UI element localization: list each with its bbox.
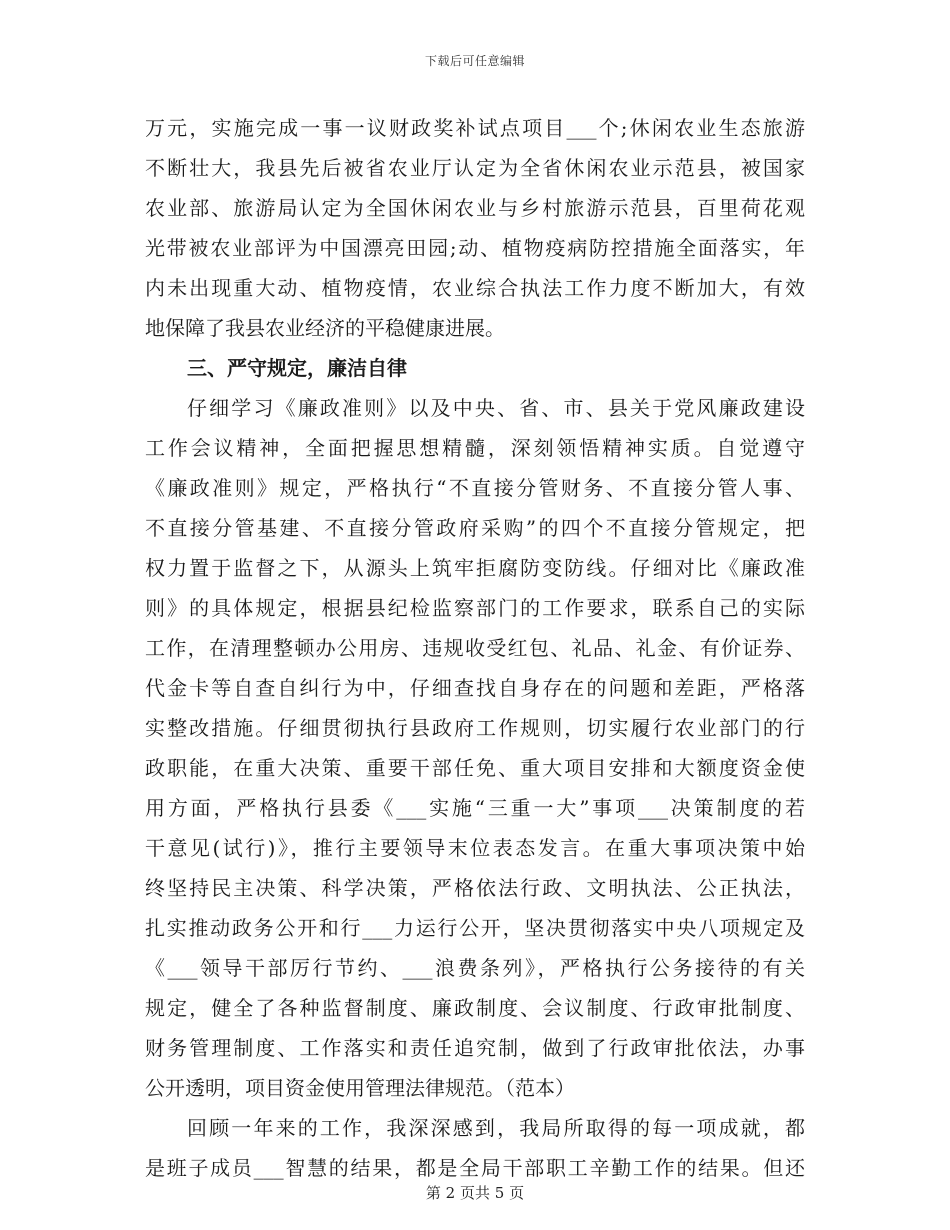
body-line: 政职能，在重大决策、重要干部任免、重大项目安排和大额度资金使 [145, 756, 805, 780]
body-line: 地保障了我县农业经济的平稳健康进展。 [145, 316, 505, 340]
body-line: 内未出现重大动、植物疫情，农业综合执法工作力度不断加大，有效 [145, 276, 805, 300]
body-line: 规定，健全了各种监督制度、廉政制度、会议制度、行政审批制度、 [145, 996, 805, 1020]
body-line: 干意见(试行)》，推行主要领导末位表态发言。在重大事项决策中始 [145, 836, 805, 860]
body-line: 终坚持民主决策、科学决策，严格依法行政、文明执法、公正执法， [145, 876, 805, 900]
body-line: 《廉政准则》规定，严格执行“不直接分管财务、不直接分管人事、 [145, 476, 805, 500]
body-line: 代金卡等自查自纠行为中，仔细查找自身存在的问题和差距，严格落 [145, 676, 805, 700]
body-line: 财务管理制度、工作落实和责任追究制，做到了行政审批依法，办事 [145, 1036, 805, 1060]
body-line: 万元，实施完成一事一议财政奖补试点项目___个;休闲农业生态旅游 [145, 116, 805, 140]
page-header: 下载后可任意编辑 [424, 54, 525, 68]
body-line: 农业部、旅游局认定为全国休闲农业与乡村旅游示范县，百里荷花观 [145, 196, 805, 220]
body-line: 工作会议精神，全面把握思想精髓，深刻领悟精神实质。自觉遵守 [145, 436, 805, 460]
paragraph-first-line: 回顾一年来的工作，我深深感到，我局所取得的每一项成就，都 [187, 1116, 805, 1140]
body-line: 不直接分管基建、不直接分管政府采购”的四个不直接分管规定，把 [145, 516, 805, 540]
body-line: 实整改措施。仔细贯彻执行县政府工作规则，切实履行农业部门的行 [145, 716, 805, 740]
body-line: 光带被农业部评为中国漂亮田园;动、植物疫病防控措施全面落实，年 [145, 236, 805, 260]
paragraph-first-line: 仔细学习《廉政准则》以及中央、省、市、县关于党风廉政建设 [187, 396, 805, 420]
body-line: 用方面，严格执行县委《___实施“三重一大”事项___决策制度的若 [145, 796, 805, 820]
body-line: 则》的具体规定，根据县纪检监察部门的工作要求，联系自己的实际 [145, 596, 805, 620]
body-line: 不断壮大，我县先后被省农业厅认定为全省休闲农业示范县，被国家 [145, 156, 805, 180]
page-footer: 第 2 页共 5 页 [425, 1184, 525, 1202]
body-line: 权力置于监督之下，从源头上筑牢拒腐防变防线。仔细对比《廉政准 [145, 556, 805, 580]
body-line: 《___领导干部厉行节约、___浪费条列》，严格执行公务接待的有关 [145, 956, 805, 980]
body-line: 工作，在清理整顿办公用房、违规收受红包、礼品、礼金、有价证券、 [145, 636, 805, 660]
section-heading: 三、严守规定，廉洁自律 [187, 356, 407, 380]
document-body [145, 108, 805, 1188]
body-line: 公开透明，项目资金使用管理法律规范。（范本） [145, 1076, 575, 1100]
body-line: 扎实推动政务公开和行___力运行公开，坚决贯彻落实中央八项规定及 [145, 916, 805, 940]
body-line: 是班子成员___智慧的结果，都是全局干部职工辛勤工作的结果。但还 [145, 1156, 805, 1180]
